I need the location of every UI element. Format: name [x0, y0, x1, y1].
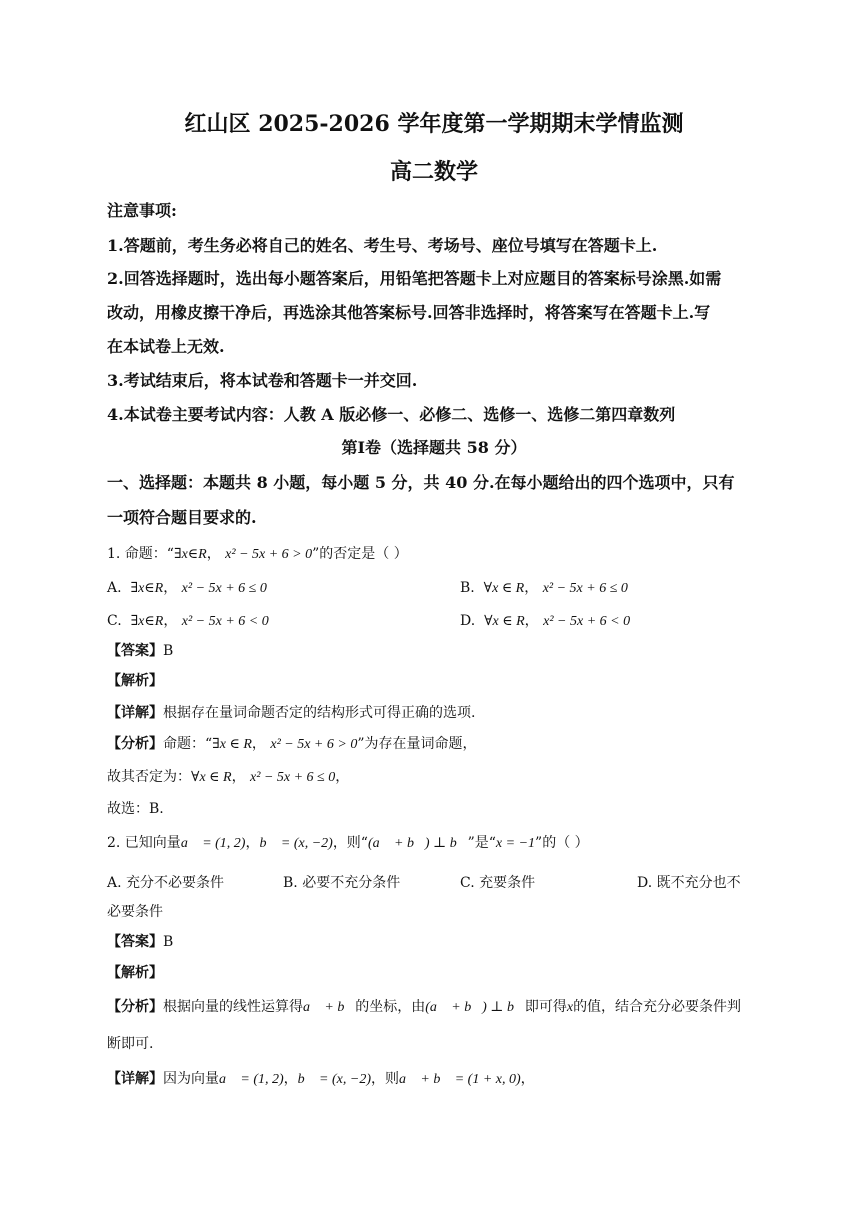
q1-quantifier: ∃x∈R: [173, 547, 207, 562]
notice-item-2-line-1: 2.回答选择题时，选出每小题答案后，用铅笔把答题卡上对应题目的答案标号涂黑.如需: [107, 269, 722, 288]
q1-analysis-tag: 【解析】: [107, 673, 163, 689]
notice-item-2-line-2: 改动，用橡皮擦干净后，再选涂其他答案标号.回答非选择时，将答案写在答题卡上.写: [107, 303, 711, 322]
q2-fenxi: 【分析】根据向量的线性运算得a⃗ + b⃗的坐标，由(a⃗ + b⃗) ⊥ b⃗即可得x的值，结合充分必要条件判: [107, 999, 742, 1015]
volume-heading: 第Ⅰ卷（选择题共 58 分）: [341, 438, 527, 457]
q2-option-d-continued: 必要条件: [107, 904, 163, 920]
q1-option-d: D. ∀x ∈ R， x² − 5x + 6 < 0: [460, 613, 631, 629]
part1-heading-line-1: 一、选择题：本题共 8 小题，每小题 5 分，共 40 分.在每小题给出的四个选项中，只有: [107, 473, 735, 492]
q1-negation: 故其否定为：∀x ∈ R， x² − 5x + 6 ≤ 0，: [107, 769, 350, 785]
q1-fenxi: 【分析】命题：“∃x ∈ R， x² − 5x + 6 > 0”为存在量词命题，: [107, 736, 477, 752]
q1-choice: 故选：B.: [107, 801, 164, 817]
q1-inequality: x² − 5x + 6 > 0: [225, 547, 313, 562]
q1-option-a: A. ∃x∈R， x² − 5x + 6 ≤ 0: [107, 580, 267, 596]
notice-item-3: 3.考试结束后，将本试卷和答题卡一并交回.: [107, 371, 418, 390]
notice-item-1: 1.答题前，考生务必将自己的姓名、考生号、考场号、座位号填写在答题卡上.: [107, 236, 658, 255]
q1-stem: 1. 命题：“∃x∈R， x² − 5x + 6 > 0”的否定是（ ）: [107, 546, 408, 562]
exam-title: 红山区 2025-2026 学年度第一学期期末学情监测: [184, 111, 684, 137]
q2-option-c: C. 充要条件: [460, 875, 536, 891]
q2-answer: 【答案】B: [107, 934, 174, 950]
q1-option-b: B. ∀x ∈ R， x² − 5x + 6 ≤ 0: [460, 580, 628, 596]
q1-detail: 【详解】根据存在量词命题否定的结构形式可得正确的选项.: [107, 705, 476, 721]
q2-option-a: A. 充分不必要条件: [107, 875, 225, 891]
q2-detail: 【详解】因为向量a⃗ = (1, 2)，b⃗ = (x, −2)，则a⃗ + b⃗ = (1 + x, 0)，: [107, 1071, 535, 1087]
exam-subject: 高二数学: [389, 159, 478, 185]
notice-item-2-line-3: 在本试卷上无效.: [107, 337, 225, 356]
q2-stem: 2. 已知向量a⃗ = (1, 2)，b⃗ = (x, −2)，则“(a⃗ + b⃗) ⊥ b⃗”是“x = −1”的（ ）: [107, 835, 589, 851]
notice-heading: 注意事项:: [107, 201, 177, 220]
part1-heading-line-2: 一项符合题目要求的.: [107, 508, 257, 527]
q1-option-c: C. ∃x∈R， x² − 5x + 6 < 0: [107, 613, 269, 629]
q2-analysis-tag: 【解析】: [107, 965, 163, 981]
q1-answer: 【答案】B: [107, 643, 174, 659]
notice-item-4: 4.本试卷主要考试内容：人教 A 版必修一、必修二、选修一、选修二第四章数列: [107, 405, 676, 424]
q2-option-d: D. 既不充分也不: [637, 875, 741, 891]
q2-fenxi-line-2: 断即可.: [107, 1036, 154, 1052]
q2-option-b: B. 必要不充分条件: [283, 875, 401, 891]
